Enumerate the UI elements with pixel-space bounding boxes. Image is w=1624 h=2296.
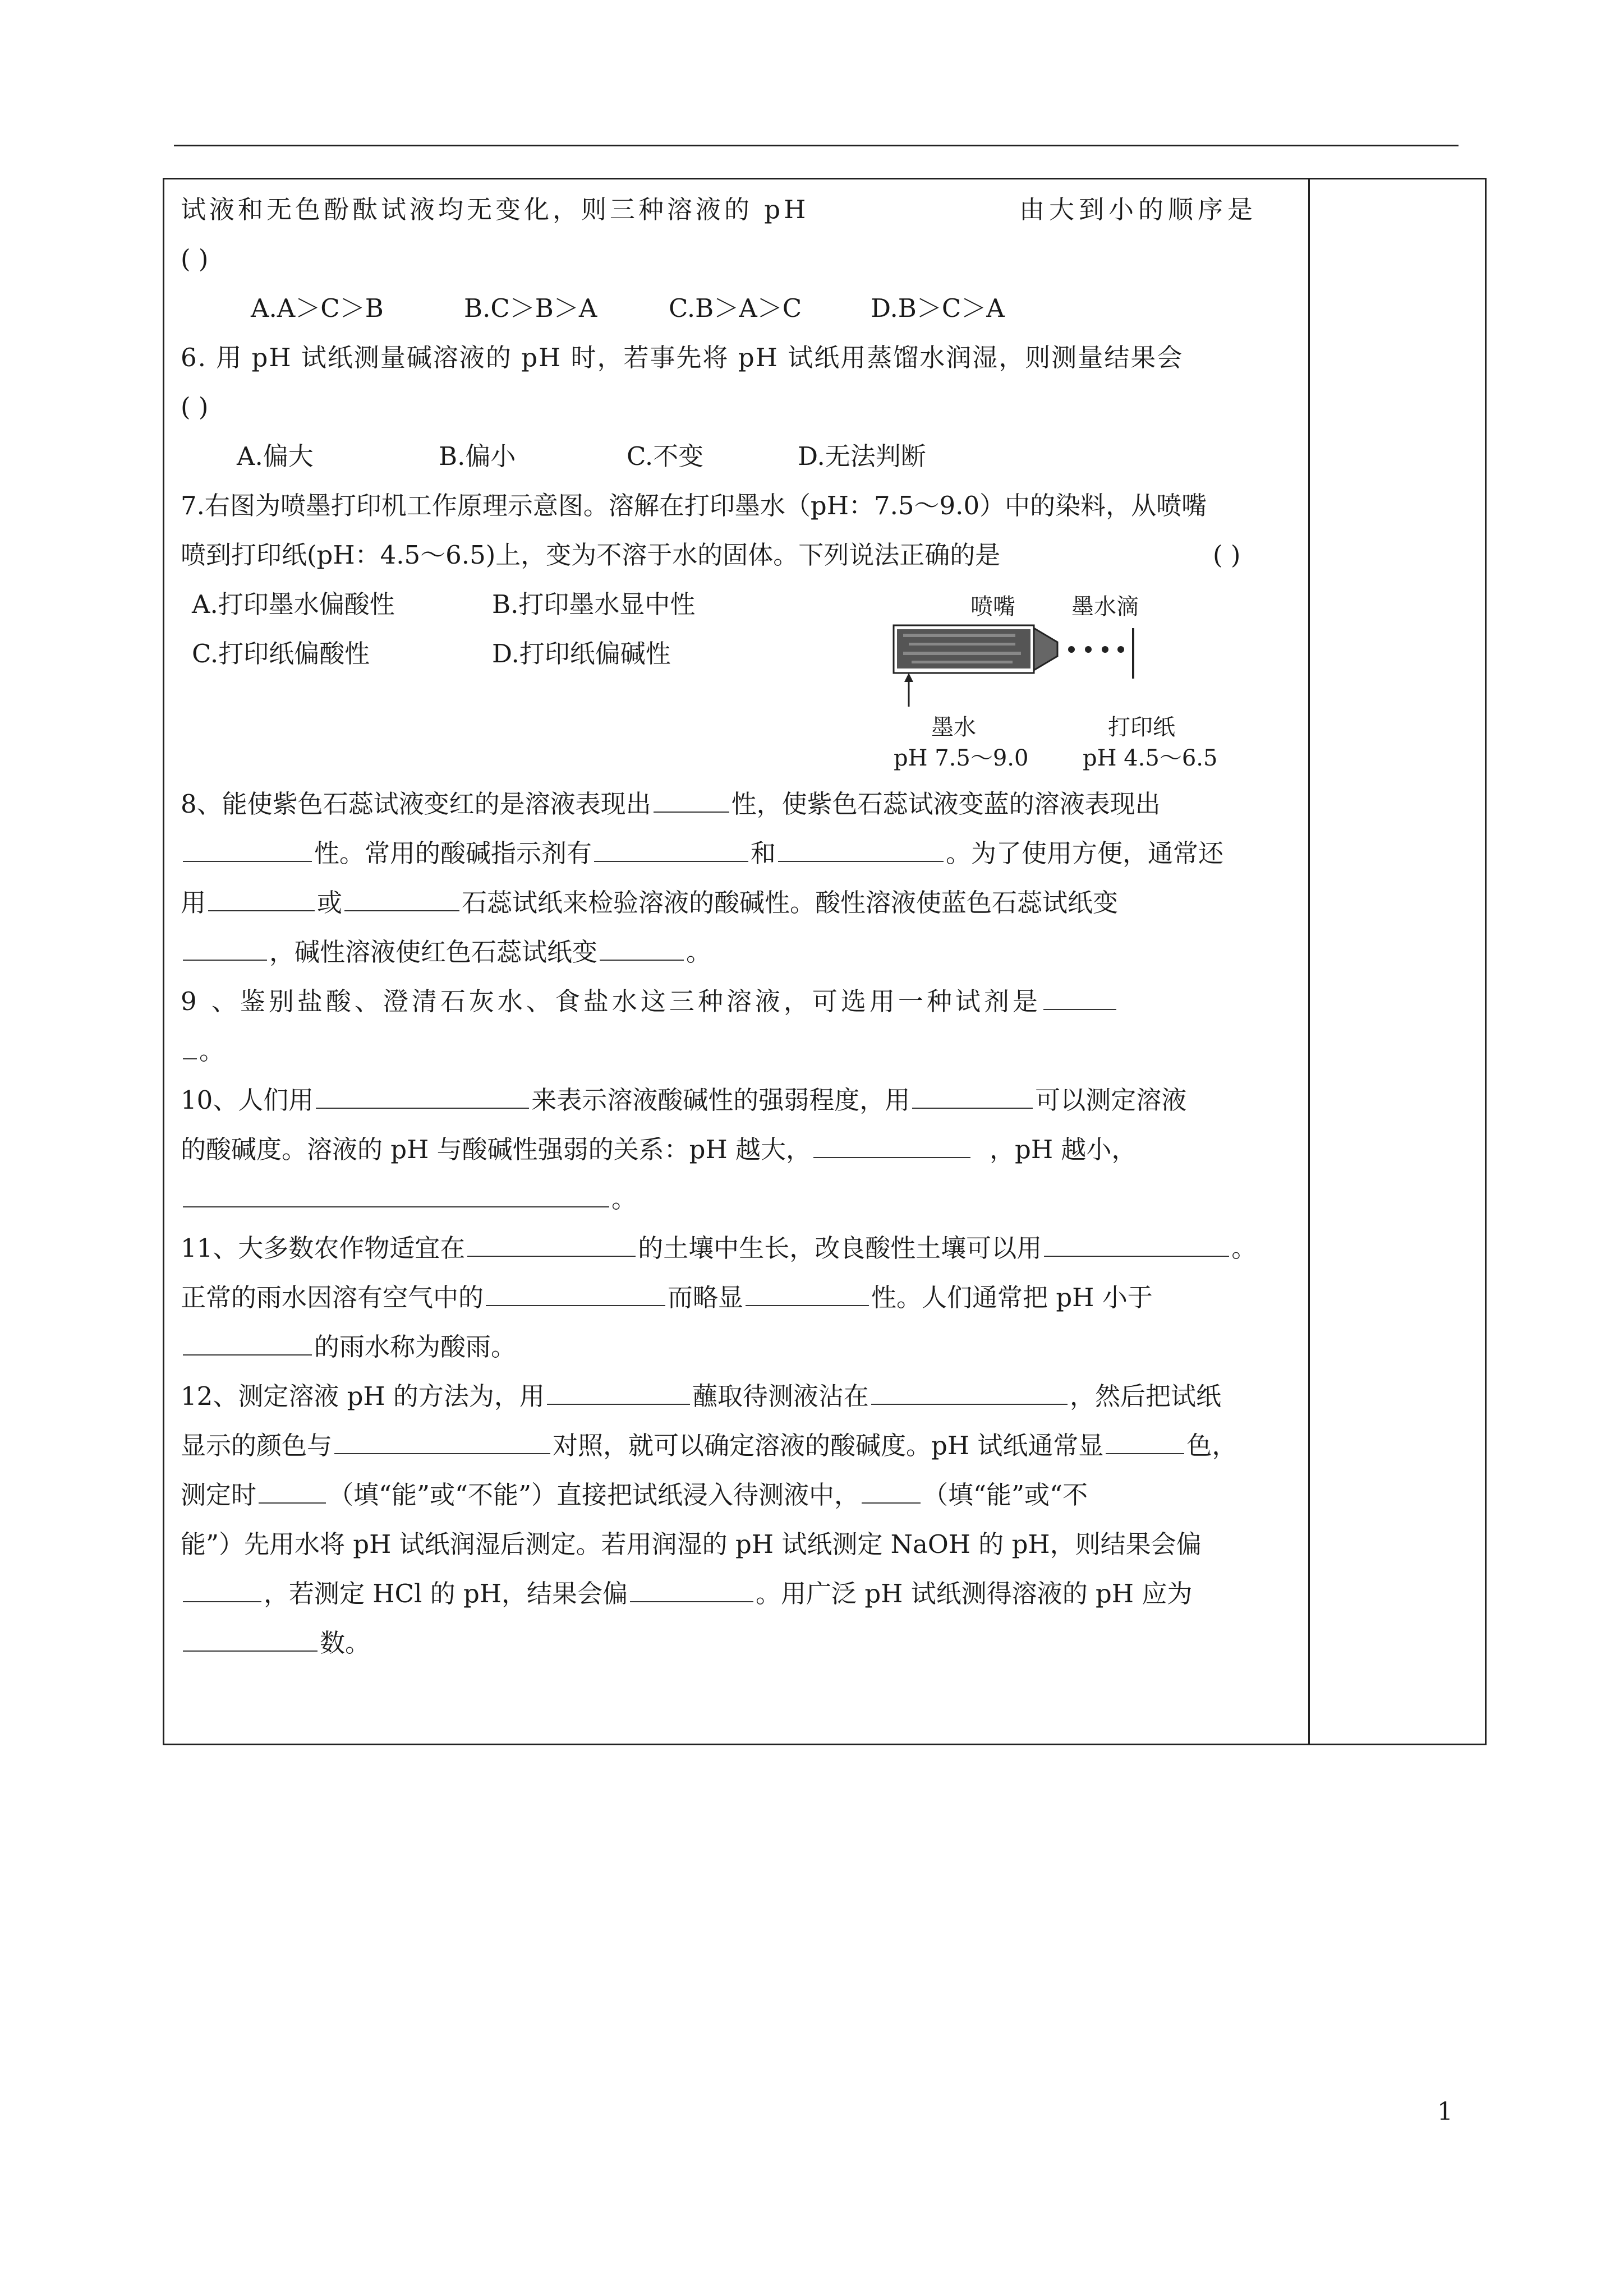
q7-text-1: 7.右图为喷墨打印机工作原理示意图。溶解在打印墨水（pH：7.5～9.0）中的染料，从喷嘴 (181, 491, 1207, 520)
q10-line-1 (181, 1076, 1303, 1125)
q10-f: 。 (611, 1184, 637, 1214)
q11-d: 正常的雨水因溶有空气中的 (181, 1283, 484, 1312)
q12-text-a (181, 1372, 1221, 1421)
q10-text-c (181, 1174, 637, 1224)
q12-line-5 (181, 1569, 1303, 1619)
q6-option-d: D.无法判断 (798, 441, 926, 471)
nozzle-shape (1034, 628, 1057, 670)
q8-j: 。 (686, 937, 712, 967)
q10-a: 10、人们用 (181, 1085, 314, 1115)
q12-blank-3[interactable] (334, 1428, 550, 1454)
q8-i: ，碱性溶液使红色石蕊试纸变 (269, 937, 598, 967)
q11-blank-3[interactable] (486, 1280, 665, 1306)
q8-h: 石蕊试纸来检验溶液的酸碱性。酸性溶液使蓝色石蕊试纸变 (462, 888, 1119, 918)
q12-text-f (181, 1619, 370, 1668)
q8-blank-6[interactable] (344, 885, 459, 911)
q12-m: 数。 (320, 1628, 371, 1658)
q6-line-2 (181, 382, 1303, 432)
ink-drop-4 (1117, 646, 1124, 653)
q8-e: 。为了使用方便，通常还 (946, 838, 1224, 868)
q8-g: 或 (317, 888, 343, 918)
q6-answer-paren: ( ) (181, 392, 209, 422)
q11-text-b (181, 1273, 1153, 1322)
worksheet-content (181, 185, 1303, 1668)
q12-blank-9[interactable] (183, 1625, 318, 1652)
q9-line-1 (181, 977, 1303, 1026)
q12-text-b (181, 1421, 1237, 1470)
q10-text-a (181, 1076, 1186, 1125)
q12-text-c (181, 1470, 1088, 1520)
q7-line-2 (181, 531, 1303, 580)
label-ink-drop: 墨水滴 (1071, 594, 1139, 620)
q10-line-2 (181, 1125, 1303, 1174)
q11-line-2 (181, 1273, 1303, 1322)
q12-line-6 (181, 1619, 1303, 1668)
q7-line-1 (181, 481, 1303, 531)
q11-text-c (181, 1322, 516, 1372)
q8-blank-8[interactable] (600, 934, 684, 961)
q12-blank-4[interactable] (1106, 1428, 1184, 1454)
q10-text-b (181, 1125, 1137, 1174)
q9-text-a (181, 977, 1119, 1026)
q8-line-2 (181, 829, 1303, 878)
q6-option-c: C.不变 (627, 441, 704, 471)
label-ink-ph: pH 7.5～9.0 (894, 745, 1029, 771)
q12-c: ，然后把试纸 (1069, 1381, 1221, 1411)
q5-text-b: 由大到小的顺序是 (1019, 195, 1258, 224)
q5-answer-paren: ( ) (181, 244, 209, 274)
q5-line-1 (181, 185, 1303, 234)
q11-g: 的雨水称为酸雨。 (314, 1332, 517, 1362)
q12-g: 测定时 (181, 1480, 257, 1510)
q8-text-a (181, 780, 1161, 829)
q10-blank-4[interactable] (183, 1181, 609, 1207)
q12-blank-2[interactable] (871, 1378, 1068, 1405)
ink-drop-1 (1068, 646, 1075, 653)
q10-c: 可以测定溶液 (1035, 1085, 1187, 1115)
q8-line-1 (181, 780, 1303, 829)
q11-blank-2[interactable] (1044, 1230, 1229, 1257)
q8-blank-3[interactable] (594, 836, 748, 862)
ink-arrow-head (904, 673, 913, 682)
q10-e: ，pH 越小， (990, 1135, 1137, 1164)
q11-line-1 (181, 1224, 1303, 1273)
q6-line-1 (181, 333, 1303, 382)
q7-option-b: B.打印墨水显中性 (492, 589, 696, 619)
inkjet-printer-diagram (884, 589, 1254, 771)
q6-text: 6. 用 pH 试纸测量碱溶液的 pH 时，若事先将 pH 试纸用蒸馏水润湿，则测量结果会 (181, 343, 1184, 372)
label-paper: 打印纸 (1108, 714, 1175, 740)
q10-b: 来表示溶液酸碱性的强弱程度，用 (531, 1085, 910, 1115)
q12-blank-8[interactable] (630, 1576, 753, 1602)
q10-blank-1[interactable] (316, 1082, 529, 1109)
q12-e: 对照，就可以确定溶液的酸碱度。pH 试纸通常显 (553, 1431, 1104, 1460)
q6-option-a: A.偏大 (237, 441, 314, 471)
q12-k: ，若测定 HCl 的 pH，结果会偏 (264, 1579, 628, 1608)
q12-blank-1[interactable] (547, 1378, 690, 1405)
page-number: 1 (1437, 2097, 1453, 2126)
q5-option-c: C.B＞A＞C (669, 293, 802, 323)
q8-text-d (181, 928, 711, 977)
q12-line-1 (181, 1372, 1303, 1421)
q6-options (181, 432, 1303, 481)
ink-drop-2 (1085, 646, 1092, 653)
q7-answer-paren: ( ) (1213, 540, 1241, 570)
q12-f: 色， (1186, 1431, 1237, 1460)
q7-option-c: C.打印纸偏酸性 (192, 639, 370, 668)
q11-blank-5[interactable] (183, 1329, 312, 1356)
q12-blank-7[interactable] (183, 1576, 261, 1602)
q8-line-4 (181, 928, 1303, 977)
q9-text-b (181, 1026, 224, 1076)
q9-a: 9 、鉴别盐酸、澄清石灰水、食盐水这三种溶液，可选用一种试剂是 (181, 986, 1041, 1016)
q11-a: 11、大多数农作物适宜在 (181, 1233, 466, 1263)
q7-option-d: D.打印纸偏碱性 (492, 639, 671, 668)
ink-drop-3 (1102, 646, 1108, 653)
q12-line-3 (181, 1470, 1303, 1520)
q12-b: 蘸取待测液沾在 (692, 1381, 869, 1411)
q9-blank-1[interactable] (1043, 984, 1116, 1010)
q5-option-d: D.B＞C＞A (871, 293, 1005, 323)
q11-f: 性。人们通常把 pH 小于 (871, 1283, 1153, 1312)
q9-blank-1-cont (183, 1033, 197, 1059)
q11-b: 的土壤中生长，改良酸性土壤可以用 (638, 1233, 1042, 1263)
q12-a: 12、测定溶液 pH 的方法为，用 (181, 1381, 545, 1411)
q12-j: 能”）先用水将 pH 试纸润湿后测定。若用润湿的 pH 试纸测定 NaOH 的 pH，则结果会偏 (181, 1529, 1202, 1559)
q11-c: 。 (1231, 1233, 1257, 1263)
q5-line-2 (181, 234, 1303, 284)
q12-line-4 (181, 1520, 1303, 1569)
q8-text-b (181, 829, 1223, 878)
header-rule (174, 145, 1459, 146)
q9-line-2 (181, 1026, 1303, 1076)
q12-blank-5[interactable] (259, 1477, 326, 1504)
label-ink: 墨水 (931, 714, 976, 740)
q5-option-a: A.A＞C＞B (251, 293, 384, 323)
q8-text-c (181, 878, 1118, 928)
q11-blank-1[interactable] (467, 1230, 636, 1257)
q12-d: 显示的颜色与 (181, 1431, 333, 1460)
q8-b: 性，使紫色石蕊试液变蓝的溶液表现出 (731, 789, 1161, 819)
q11-line-3 (181, 1322, 1303, 1372)
q11-blank-4[interactable] (746, 1280, 869, 1306)
q9-b: 。 (199, 1036, 225, 1066)
q6-option-b: B.偏小 (439, 441, 516, 471)
q8-blank-1[interactable] (654, 786, 729, 813)
q5-text-a: 试液和无色酚酞试液均无变化，则三种溶液的 pH (181, 195, 809, 224)
q12-i: （填“能”或“不 (923, 1480, 1088, 1510)
q8-blank-7[interactable] (183, 934, 267, 961)
q8-c: 性。常用的酸碱指示剂有 (314, 838, 592, 868)
q8-blank-5[interactable] (208, 885, 315, 911)
q12-h: （填“能”或“不能”）直接把试纸浸入待测液中， (328, 1480, 860, 1510)
q12-text-e (181, 1569, 1192, 1619)
label-paper-ph: pH 4.5～6.5 (1083, 745, 1218, 771)
q8-d: 和 (751, 838, 776, 868)
q10-line-3 (181, 1174, 1303, 1224)
q10-d: 的酸碱度。溶液的 pH 与酸碱性强弱的关系：pH 越大， (181, 1135, 812, 1164)
q7-option-a: A.打印墨水偏酸性 (192, 589, 395, 619)
q8-blank-2[interactable] (183, 836, 312, 862)
q8-line-3 (181, 878, 1303, 928)
q8-blank-4[interactable] (778, 836, 944, 862)
label-nozzle: 喷嘴 (970, 594, 1015, 620)
q5-options (181, 284, 1303, 333)
q7-text-2: 喷到打印纸(pH：4.5～6.5)上，变为不溶于水的固体。下列说法正确的是 (181, 540, 1001, 570)
q5-option-b: B.C＞B＞A (464, 293, 597, 323)
q8-f: 用 (181, 888, 206, 918)
notes-column-divider (1308, 178, 1310, 1745)
q10-blank-2[interactable] (912, 1082, 1033, 1109)
q11-e: 而略显 (668, 1283, 744, 1312)
q8-a: 8、能使紫色石蕊试液变红的是溶液表现出 (181, 789, 651, 819)
q10-blank-3[interactable] (813, 1132, 970, 1158)
q12-line-2 (181, 1421, 1303, 1470)
q12-l: 。用广泛 pH 试纸测得溶液的 pH 应为 (756, 1579, 1193, 1608)
q12-blank-6[interactable] (862, 1477, 921, 1504)
q11-text-a (181, 1224, 1257, 1273)
